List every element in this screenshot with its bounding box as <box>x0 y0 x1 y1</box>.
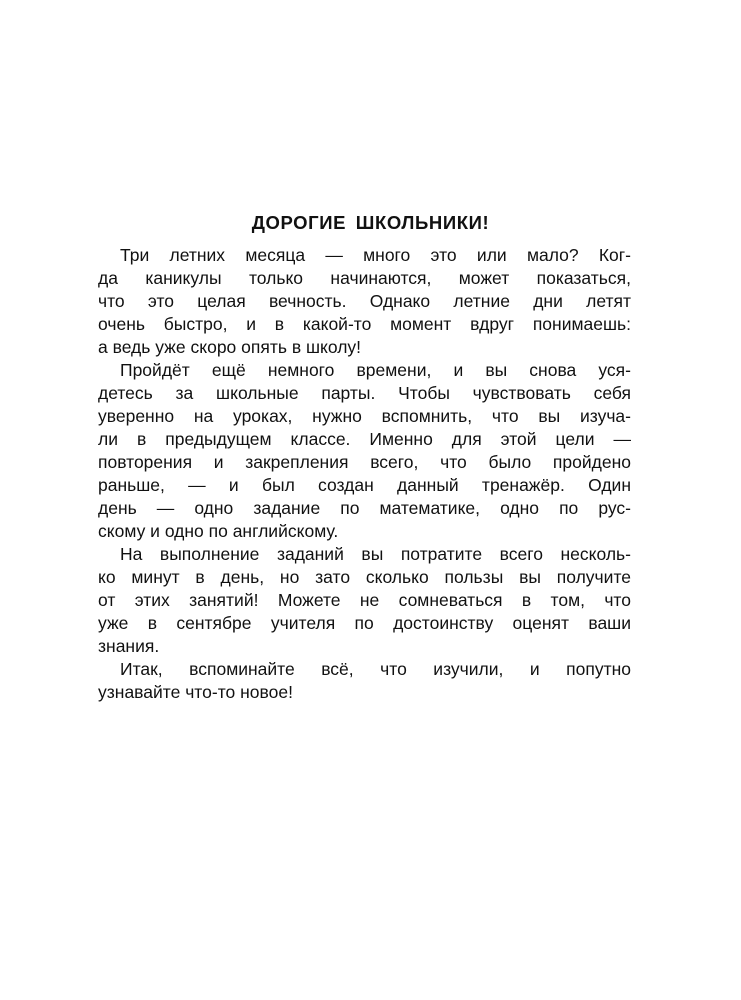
text-line: повторения и закрепления всего, что было пройдено <box>98 452 631 472</box>
text-line: На выполнение заданий вы потратите всего несколь- <box>120 544 631 564</box>
text-line: скому и одно по английскому. <box>98 521 339 541</box>
paragraph-2 <box>98 359 631 543</box>
text-line: Итак, вспоминайте всё, что изучили, и попутно <box>120 659 631 679</box>
paragraph-1 <box>98 244 631 359</box>
text-line: что это целая вечность. Однако летние дни летят <box>98 291 631 311</box>
text-line: ко минут в день, но зато сколько пользы вы получите <box>98 567 631 587</box>
text-line: раньше, — и был создан данный тренажёр. Один <box>98 475 631 495</box>
body-text <box>98 244 631 704</box>
text-line: Три летних месяца — много это или мало? Ког- <box>120 245 631 265</box>
text-line: да каникулы только начинаются, может показаться, <box>98 268 631 288</box>
paragraph-3 <box>98 543 631 658</box>
text-line: узнавайте что-то новое! <box>98 682 293 702</box>
text-line: ли в предыдущем классе. Именно для этой цели — <box>98 429 631 449</box>
text-line: уверенно на уроках, нужно вспомнить, что вы изуча- <box>98 406 631 426</box>
text-line: уже в сентябре учителя по достоинству оценят ваши <box>98 613 631 633</box>
text-line: Пройдёт ещё немного времени, и вы снова уся- <box>120 360 631 380</box>
text-line: очень быстро, и в какой-то момент вдруг понимаешь: <box>98 314 631 334</box>
text-line: знания. <box>98 636 160 656</box>
text-line: день — одно задание по математике, одно по рус- <box>98 498 631 518</box>
page-title: ДОРОГИЕ ШКОЛЬНИКИ! <box>251 212 490 233</box>
text-line: от этих занятий! Можете не сомневаться в том, что <box>98 590 631 610</box>
text-line: а ведь уже скоро опять в школу! <box>98 337 362 357</box>
text-line: детесь за школьные парты. Чтобы чувствовать себя <box>98 383 631 403</box>
paragraph-4 <box>98 658 631 704</box>
